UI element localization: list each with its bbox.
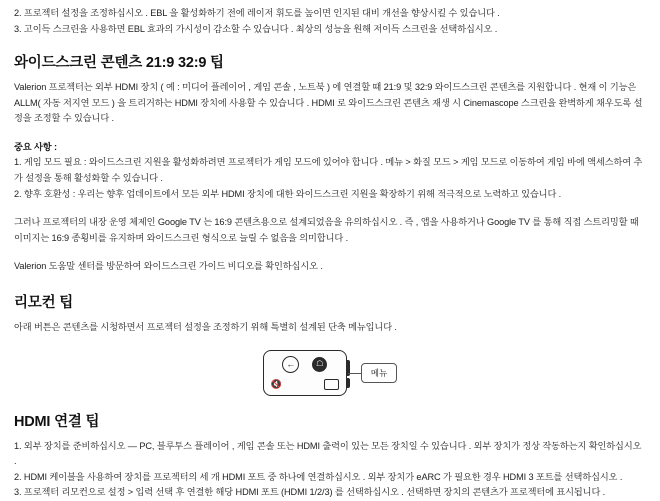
remote-top-row [269,356,341,373]
top-list [14,6,646,37]
widescreen-intro-paragraph: Valerion 프로젝터는 외부 HDMI 장치 ( 예 : 미디어 플레이어 , 게임 콘솔 , 노트북 ) 에 연결할 때 21:9 및 32:9 와이드스크린 콘텐츠를 지원합니다 . 현재 이 기능은 ALLM( 자동 저지연 모드 ) 을 트리거하는 HDMI 장치에 사용할 수 있습니다 . HDMI 로 와이드스크린 콘텐츠 재생 시 Cinemascope 스크린을 완벽하게 채우도록 설정을 조정할 수 있습니다 . [14,82,643,124]
home-icon: ☖ [312,357,327,372]
section-title-hdmi: HDMI 연결 팁 [14,413,100,430]
spacer [14,202,646,215]
remote-illustration [263,350,398,396]
remote-bottom-row [269,379,341,391]
screen-icon [324,379,339,390]
list-item: 3. 고이득 스크린을 사용하면 EBL 효과의 가시성이 감소할 수 있습니다 . 최상의 성능을 원해 저이득 스크린을 선택하십시오 . [14,23,498,34]
list-item: 1. 게임 모드 필요 : 와이드스크린 지원을 활성화하려면 프로젝터가 게임 모드에 있어야 합니다 . 메뉴 > 화질 모드 > 게임 모드로 이동하여 게임 바에 액세스하여 추가 설정을 통해 활성화할 수 있습니다 . [14,157,643,183]
remote-intro-paragraph: 아래 버튼은 콘텐츠를 시청하면서 프로젝터 설정을 조정하기 위해 특별히 설계된 단축 메뉴입니다 . [14,321,397,332]
list-item: 2. 향후 호환성 : 우리는 향후 업데이트에서 모든 외부 HDMI 장치에 대한 와이드스크린 지원을 확장하기 위해 적극적으로 노력하고 있습니다 . [14,188,562,199]
back-arrow-icon: ← [282,356,299,373]
remote-body [263,350,347,396]
spacer [14,246,646,259]
spacer [14,127,646,140]
help-center-note: Valerion 도움말 센터를 방문하여 와이드스크린 가이드 비디오를 확인하십시오 . [14,261,323,272]
list-item: 2. 프로젝터 설정을 조정하십시오 . EBL 을 활성화하기 전에 레이저 휘도를 높이면 인지된 대비 개선을 향상시킬 수 있습니다 . [14,8,500,18]
list-item: 2. HDMI 케이블을 사용하여 장치를 프로젝터의 세 개 HDMI 포트 중 하나에 연결하십시오 . 외부 장치가 eARC 가 필요한 경우 HDMI 3 포트를 선택하십시오 . [14,471,623,482]
list-item: 1. 외부 장치를 준비하십시오 — PC, 블루투스 플레이어 , 게임 콘솔 또는 HDMI 출력이 있는 모든 장치일 수 있습니다 . 외부 장치가 정상 작동하는지 확인하십시오 . [14,440,642,467]
menu-callout-label: 메뉴 [361,363,398,383]
section-title-remote: 리모컨 팁 [14,294,74,311]
widescreen-note-paragraph: 그러나 프로젝터의 내장 운영 체제인 Google TV 는 16:9 콘텐츠용으로 설계되었음을 유의하십시오 . 즉 , 앱을 사용하거나 Google TV 를 통해 직접 스트리밍할 때 이미지는 16:9 종횡비를 유지하며 와이드스크린 형식으로 늘릴 수 없음을 의미합니다 . [14,217,639,243]
important-label: 중요 사항 : [14,141,57,152]
mute-icon: 🔇 [270,378,282,389]
remote-figure [14,350,646,396]
list-item: 3. 프로젝터 리모컨으로 설정 > 입력 선택 후 연결한 해당 HDMI 포트 (HDMI 1/2/3) 를 선택하십시오 . 선택하면 장치의 콘텐츠가 프로젝터에 표시됩니다 . [14,487,606,498]
section-title-widescreen: 와이드스크린 콘텐츠 21:9 32:9 팁 [14,55,224,71]
remote-side-button-lower-icon [346,378,350,388]
